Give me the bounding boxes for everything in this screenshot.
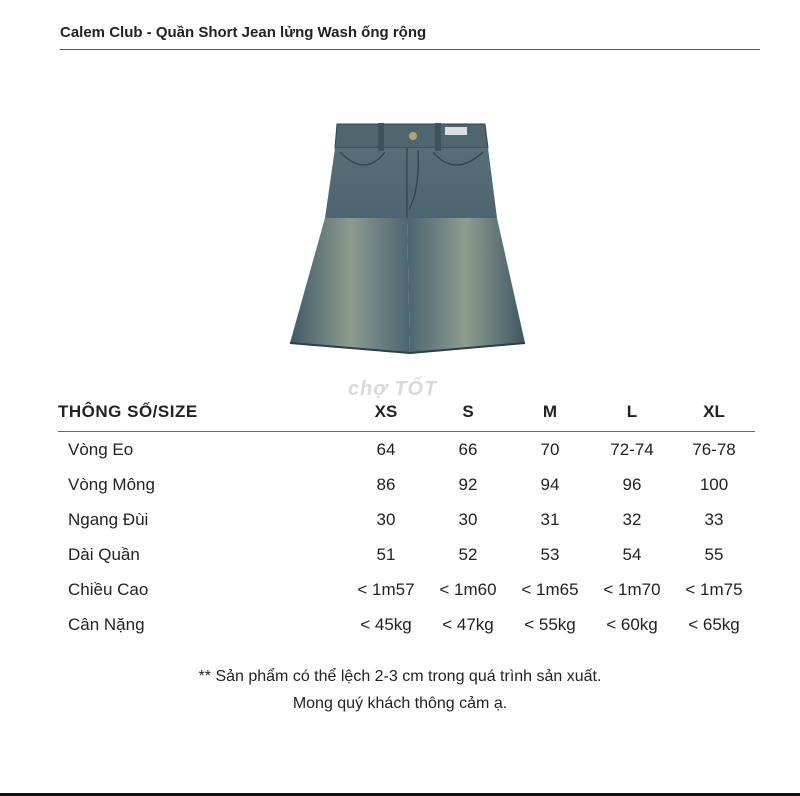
table-cell: < 1m60 [439, 580, 497, 599]
table-cell: < 45kg [360, 615, 412, 634]
row-label-thigh: Ngang Đùi [68, 510, 149, 529]
watermark: chợ TỐT [348, 378, 438, 400]
page-title: Calem Club - Quần Short Jean lửng Wash ống rộng [60, 24, 427, 41]
title-divider [60, 49, 760, 50]
table-cell: 64 [376, 440, 396, 459]
table-cell: 94 [540, 475, 560, 494]
row-label-height: Chiều Cao [68, 580, 149, 599]
table-cell: 72-74 [610, 440, 654, 459]
table-cell: 52 [458, 545, 478, 564]
row-label-hip: Vòng Mông [68, 475, 155, 494]
table-cell: < 65kg [688, 615, 740, 634]
table-cell: < 1m57 [357, 580, 415, 599]
size-table-header: THÔNG SỐ/SIZE [58, 402, 198, 421]
table-cell: 66 [458, 440, 478, 459]
table-cell: 55 [704, 545, 724, 564]
table-cell: 76-78 [692, 440, 736, 459]
row-label-waist: Vòng Eo [68, 440, 134, 459]
table-cell: 30 [376, 510, 396, 529]
disclaimer-note: ** Sản phẩm có thể lệch 2-3 cm trong quá trình sản xuất. [198, 668, 602, 685]
size-header-xl: XL [703, 402, 725, 421]
row-label-weight: Cân Nặng [68, 615, 145, 634]
table-cell: 86 [376, 475, 396, 494]
table-cell: 51 [376, 545, 396, 564]
table-cell: < 1m65 [521, 580, 579, 599]
table-cell: 32 [622, 510, 642, 529]
table-divider [58, 431, 755, 432]
table-cell: 33 [704, 510, 724, 529]
size-header-s: S [462, 402, 474, 421]
table-cell: < 47kg [442, 615, 494, 634]
apology-note: Mong quý khách thông cảm ạ. [292, 695, 508, 712]
size-header-l: L [626, 402, 638, 421]
table-cell: < 1m75 [685, 580, 743, 599]
row-label-length: Dài Quần [68, 545, 140, 564]
table-cell: 31 [540, 510, 560, 529]
table-cell: 92 [458, 475, 478, 494]
table-cell: < 1m70 [603, 580, 661, 599]
product-image-denim-shorts [285, 118, 530, 358]
table-cell: < 60kg [606, 615, 658, 634]
table-cell: 53 [540, 545, 560, 564]
size-header-m: M [542, 402, 558, 421]
table-cell: 54 [622, 545, 642, 564]
table-cell: < 55kg [524, 615, 576, 634]
table-cell: 30 [458, 510, 478, 529]
table-cell: 96 [622, 475, 642, 494]
table-cell: 70 [540, 440, 560, 459]
size-header-xs: XS [374, 402, 398, 421]
table-cell: 100 [699, 475, 729, 494]
